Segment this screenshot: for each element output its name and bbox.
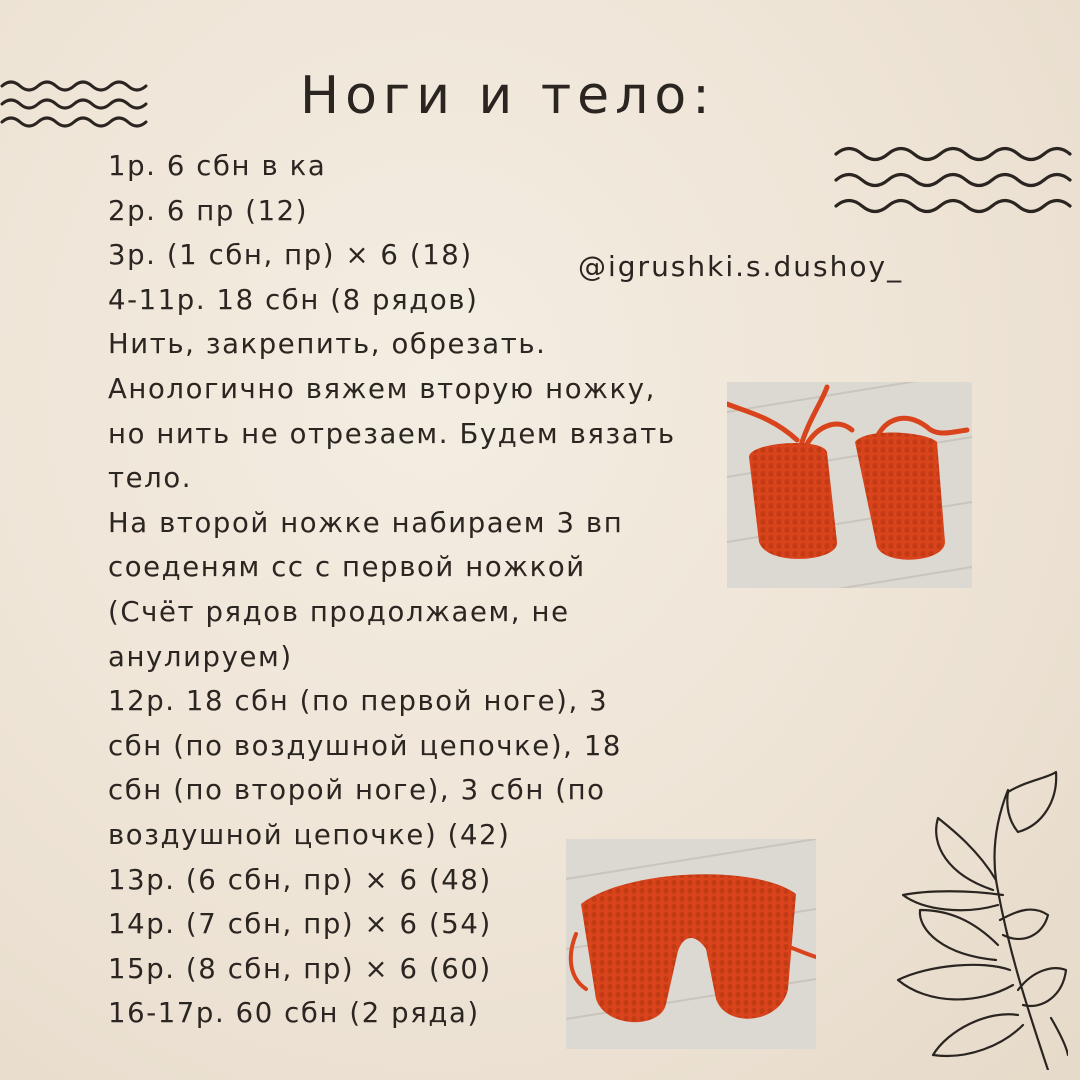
instruction-line: 3р. (1 сбн, пр) × 6 (18): [108, 239, 473, 272]
wavy-lines-icon: [0, 76, 150, 132]
instruction-line: (Счёт рядов продолжаем, не: [108, 595, 570, 628]
instruction-line: тело.: [108, 462, 193, 495]
legs-photo: [727, 382, 972, 588]
instruction-line: воздушной цепочке) (42): [108, 818, 511, 851]
instruction-line: 16-17р. 60 сбн (2 ряда): [108, 997, 480, 1030]
instruction-line: 15р. (8 сбн, пр) × 6 (60): [108, 952, 492, 985]
leaf-branch-icon: [868, 770, 1068, 1070]
instruction-line: 12р. 18 сбн (по первой ноге), 3: [108, 685, 609, 718]
instruction-line: соеденям сс с первой ножкой: [108, 551, 586, 584]
instruction-line: 4-11р. 18 сбн (8 рядов): [108, 283, 479, 316]
page-title: Ноги и тело:: [300, 66, 716, 126]
instruction-line: 14р. (7 сбн, пр) × 6 (54): [108, 908, 492, 941]
body-photo: [566, 839, 816, 1049]
instruction-line: анулируем): [108, 640, 293, 673]
instruction-line: 1р. 6 сбн в ка: [108, 150, 327, 182]
instruction-line: Анологично вяжем вторую ножку,: [108, 372, 656, 405]
instruction-line: Нить, закрепить, обрезать.: [108, 328, 547, 361]
instruction-line: На второй ножке набираем 3 вп: [108, 506, 624, 539]
instruction-line: но нить не отрезаем. Будем вязать: [108, 417, 676, 450]
instruction-line: 2р. 6 пр (12): [108, 194, 309, 227]
instruction-line: сбн (по второй ноге), 3 сбн (по: [108, 774, 606, 807]
author-handle: @igrushki.s.dushoy_: [578, 250, 904, 283]
instruction-line: 13р. (6 сбн, пр) × 6 (48): [108, 863, 492, 896]
wavy-lines-icon: [832, 140, 1080, 220]
instruction-line: сбн (по воздушной цепочке), 18: [108, 729, 623, 762]
